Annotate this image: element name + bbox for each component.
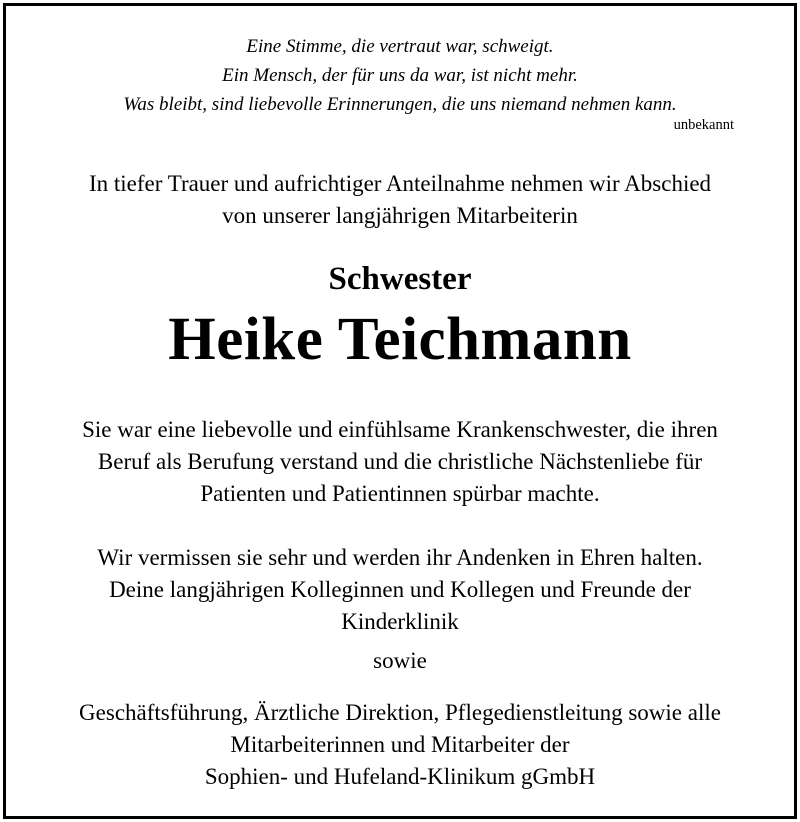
intro-line: In tiefer Trauer und aufrichtiger Anteilnahme nehmen wir Abschied [88,171,712,196]
signatories-text [0,697,800,793]
farewell-text [0,542,800,638]
farewell-line: Deine langjährigen Kolleginnen und Kollegen und Freunde der [109,577,691,602]
poem-line: Was bleibt, sind liebevolle Erinnerungen, die uns niemand nehmen kann. [123,94,677,115]
deceased-name: Heike Teichmann [168,306,632,373]
tribute-line: Sie war eine liebevolle und einfühlsame Krankenschwester, die ihren [82,417,718,442]
deceased-title: Schwester [328,261,472,297]
tribute-text [0,414,800,510]
signatory-line: Geschäftsführung, Ärztliche Direktion, Pflegedienstleitung sowie alle [79,700,721,725]
signatory-line: Sophien- und Hufeland-Klinikum gGmbH [204,764,596,789]
poem-quote [0,32,800,119]
farewell-line: Wir vermissen sie sehr und werden ihr Andenken in Ehren halten. [97,545,703,570]
conjunction-text: sowie [373,648,427,673]
poem-line: Ein Mensch, der für uns da war, ist nicht mehr. [222,65,578,86]
tribute-line: Beruf als Berufung verstand und die christliche Nächstenliebe für [97,449,703,474]
farewell-line: Kinderklinik [341,609,459,634]
tribute-line: Patienten und Patientinnen spürbar machte. [200,481,600,506]
intro-line: von unserer langjährigen Mitarbeiterin [222,203,578,228]
poem-author: unbekannt [673,117,734,133]
intro-text [0,168,800,232]
poem-line: Eine Stimme, die vertraut war, schweigt. [246,36,554,57]
signatory-line: Mitarbeiterinnen und Mitarbeiter der [230,732,570,757]
